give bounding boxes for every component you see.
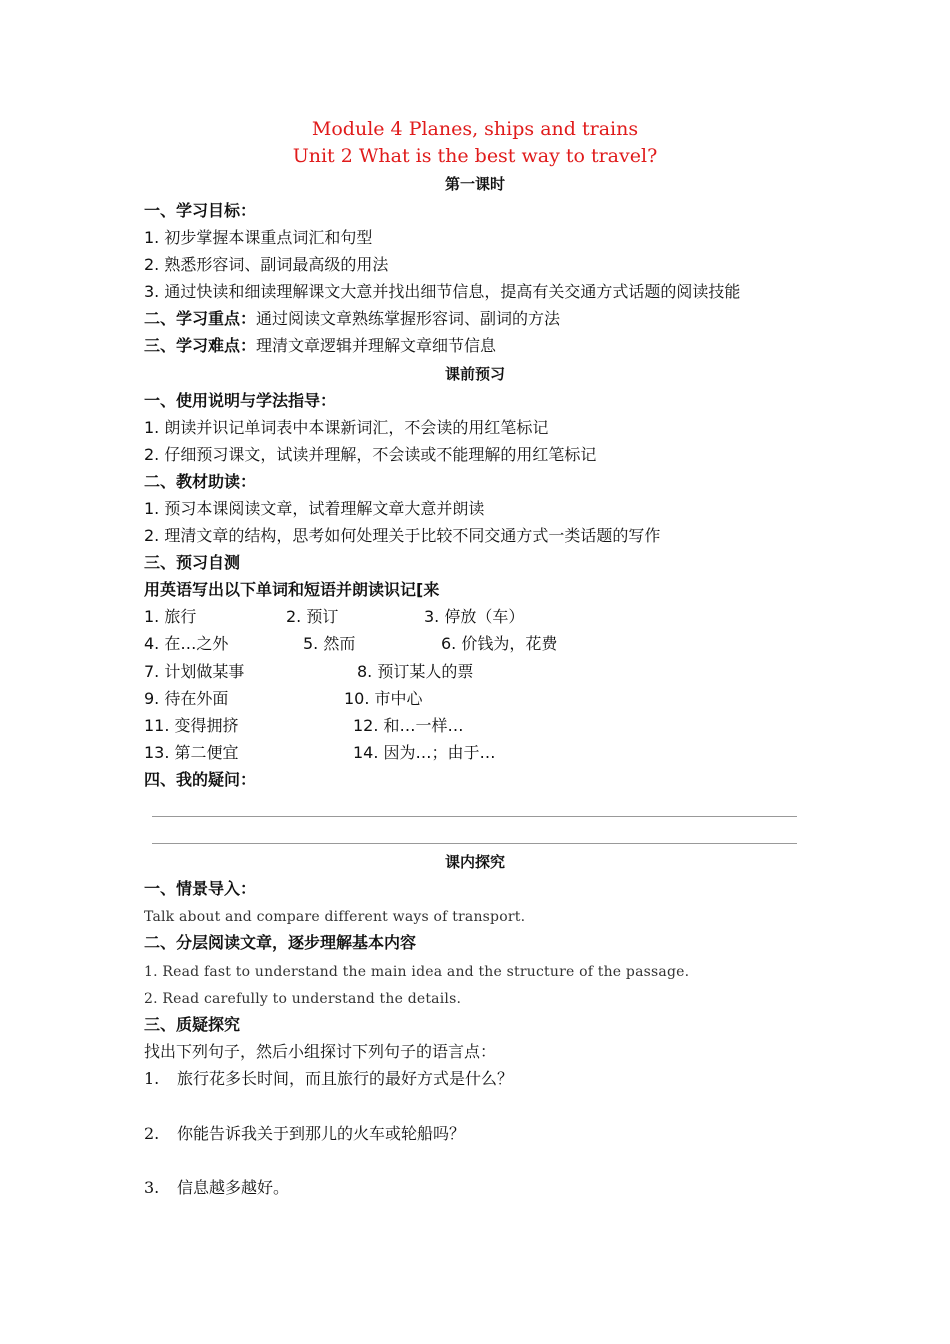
sentence-number: 3. — [144, 1178, 160, 1197]
aid-item: 1. 预习本课阅读文章，试着理解文章大意并朗读 — [144, 499, 485, 518]
reading-item: 2. Read carefully to understand the details. — [144, 991, 462, 1007]
difficult-point-text: 理清文章逻辑并理解文章细节信息 — [256, 336, 497, 355]
explore-heading: 三、质疑探究 — [144, 1015, 241, 1034]
sentence-text: 你能告诉我关于到那儿的火车或轮船吗？ — [177, 1124, 466, 1143]
vocab-item: 9. 待在外面 — [144, 689, 229, 708]
aid-item: 2. 理清文章的结构，思考如何处理关于比较不同交通方式一类话题的写作 — [144, 526, 661, 545]
intro-text: Talk about and compare different ways of transport. — [144, 909, 526, 925]
vocab-item: 11. 变得拥挤 — [144, 716, 239, 735]
vocab-item: 3. 停放（车） — [424, 607, 525, 626]
vocab-item: 13. 第二便宜 — [144, 743, 239, 762]
reading-item: 1. Read fast to understand the main idea and the structure of the passage. — [144, 964, 690, 980]
goals-heading: 一、学习目标： — [144, 201, 257, 220]
intro-heading: 一、情景导入： — [144, 879, 257, 898]
sentence-number: 1. — [144, 1069, 160, 1088]
answer-line — [152, 843, 797, 844]
vocab-item: 10. 市中心 — [344, 689, 423, 708]
guide-heading: 一、使用说明与学法指导： — [144, 391, 337, 410]
guide-item: 2. 仔细预习课文，试读并理解，不会读或不能理解的用红笔标记 — [144, 445, 597, 464]
goal-item: 3. 通过快读和细读理解课文大意并找出细节信息，提高有关交通方式话题的阅读技能 — [144, 282, 741, 301]
reading-heading: 二、分层阅读文章，逐步理解基本内容 — [144, 933, 417, 952]
sentence-text: 信息越多越好。 — [177, 1178, 290, 1197]
goal-item: 2. 熟悉形容词、副词最高级的用法 — [144, 255, 389, 274]
guide-item: 1. 朗读并识记单词表中本课新词汇，不会读的用红笔标记 — [144, 418, 549, 437]
module-title: Module 4 Planes, ships and trains — [311, 118, 639, 140]
vocab-item: 14. 因为…；由于… — [353, 743, 496, 762]
vocab-item: 8. 预订某人的票 — [357, 662, 474, 681]
vocab-item: 5. 然而 — [303, 634, 356, 653]
self-test-instruction: 用英语写出以下单词和短语并朗读识记[来 — [144, 580, 440, 599]
self-test-heading: 三、预习自测 — [144, 553, 241, 572]
key-point — [144, 309, 560, 329]
vocab-item: 7. 计划做某事 — [144, 662, 245, 681]
vocab-item: 1. 旅行 — [144, 607, 197, 626]
vocab-item: 4. 在…之外 — [144, 634, 229, 653]
key-point-label: 二、学习重点： — [144, 309, 257, 328]
difficult-point-label: 三、学习难点： — [144, 336, 257, 355]
aid-heading: 二、教材助读： — [144, 472, 257, 491]
sentence-number: 2. — [144, 1124, 160, 1143]
preview-title: 课前预习 — [444, 365, 505, 383]
inclass-title: 课内探究 — [444, 853, 505, 871]
vocab-item: 6. 价钱为，花费 — [441, 634, 558, 653]
unit-title: Unit 2 What is the best way to travel? — [292, 145, 658, 167]
vocab-item: 2. 预订 — [286, 607, 339, 626]
difficult-point — [144, 336, 496, 356]
answer-line — [152, 816, 797, 817]
key-point-text: 通过阅读文章熟练掌握形容词、副词的方法 — [256, 309, 561, 328]
sentence-text: 旅行花多长时间，而且旅行的最好方式是什么？ — [177, 1069, 514, 1088]
goal-item: 1. 初步掌握本课重点词汇和句型 — [144, 228, 373, 247]
lesson-label: 第一课时 — [444, 175, 505, 193]
questions-heading: 四、我的疑问： — [144, 770, 257, 789]
vocab-item: 12. 和…一样… — [353, 716, 464, 735]
explore-instruction: 找出下列句子，然后小组探讨下列句子的语言点： — [144, 1042, 497, 1061]
